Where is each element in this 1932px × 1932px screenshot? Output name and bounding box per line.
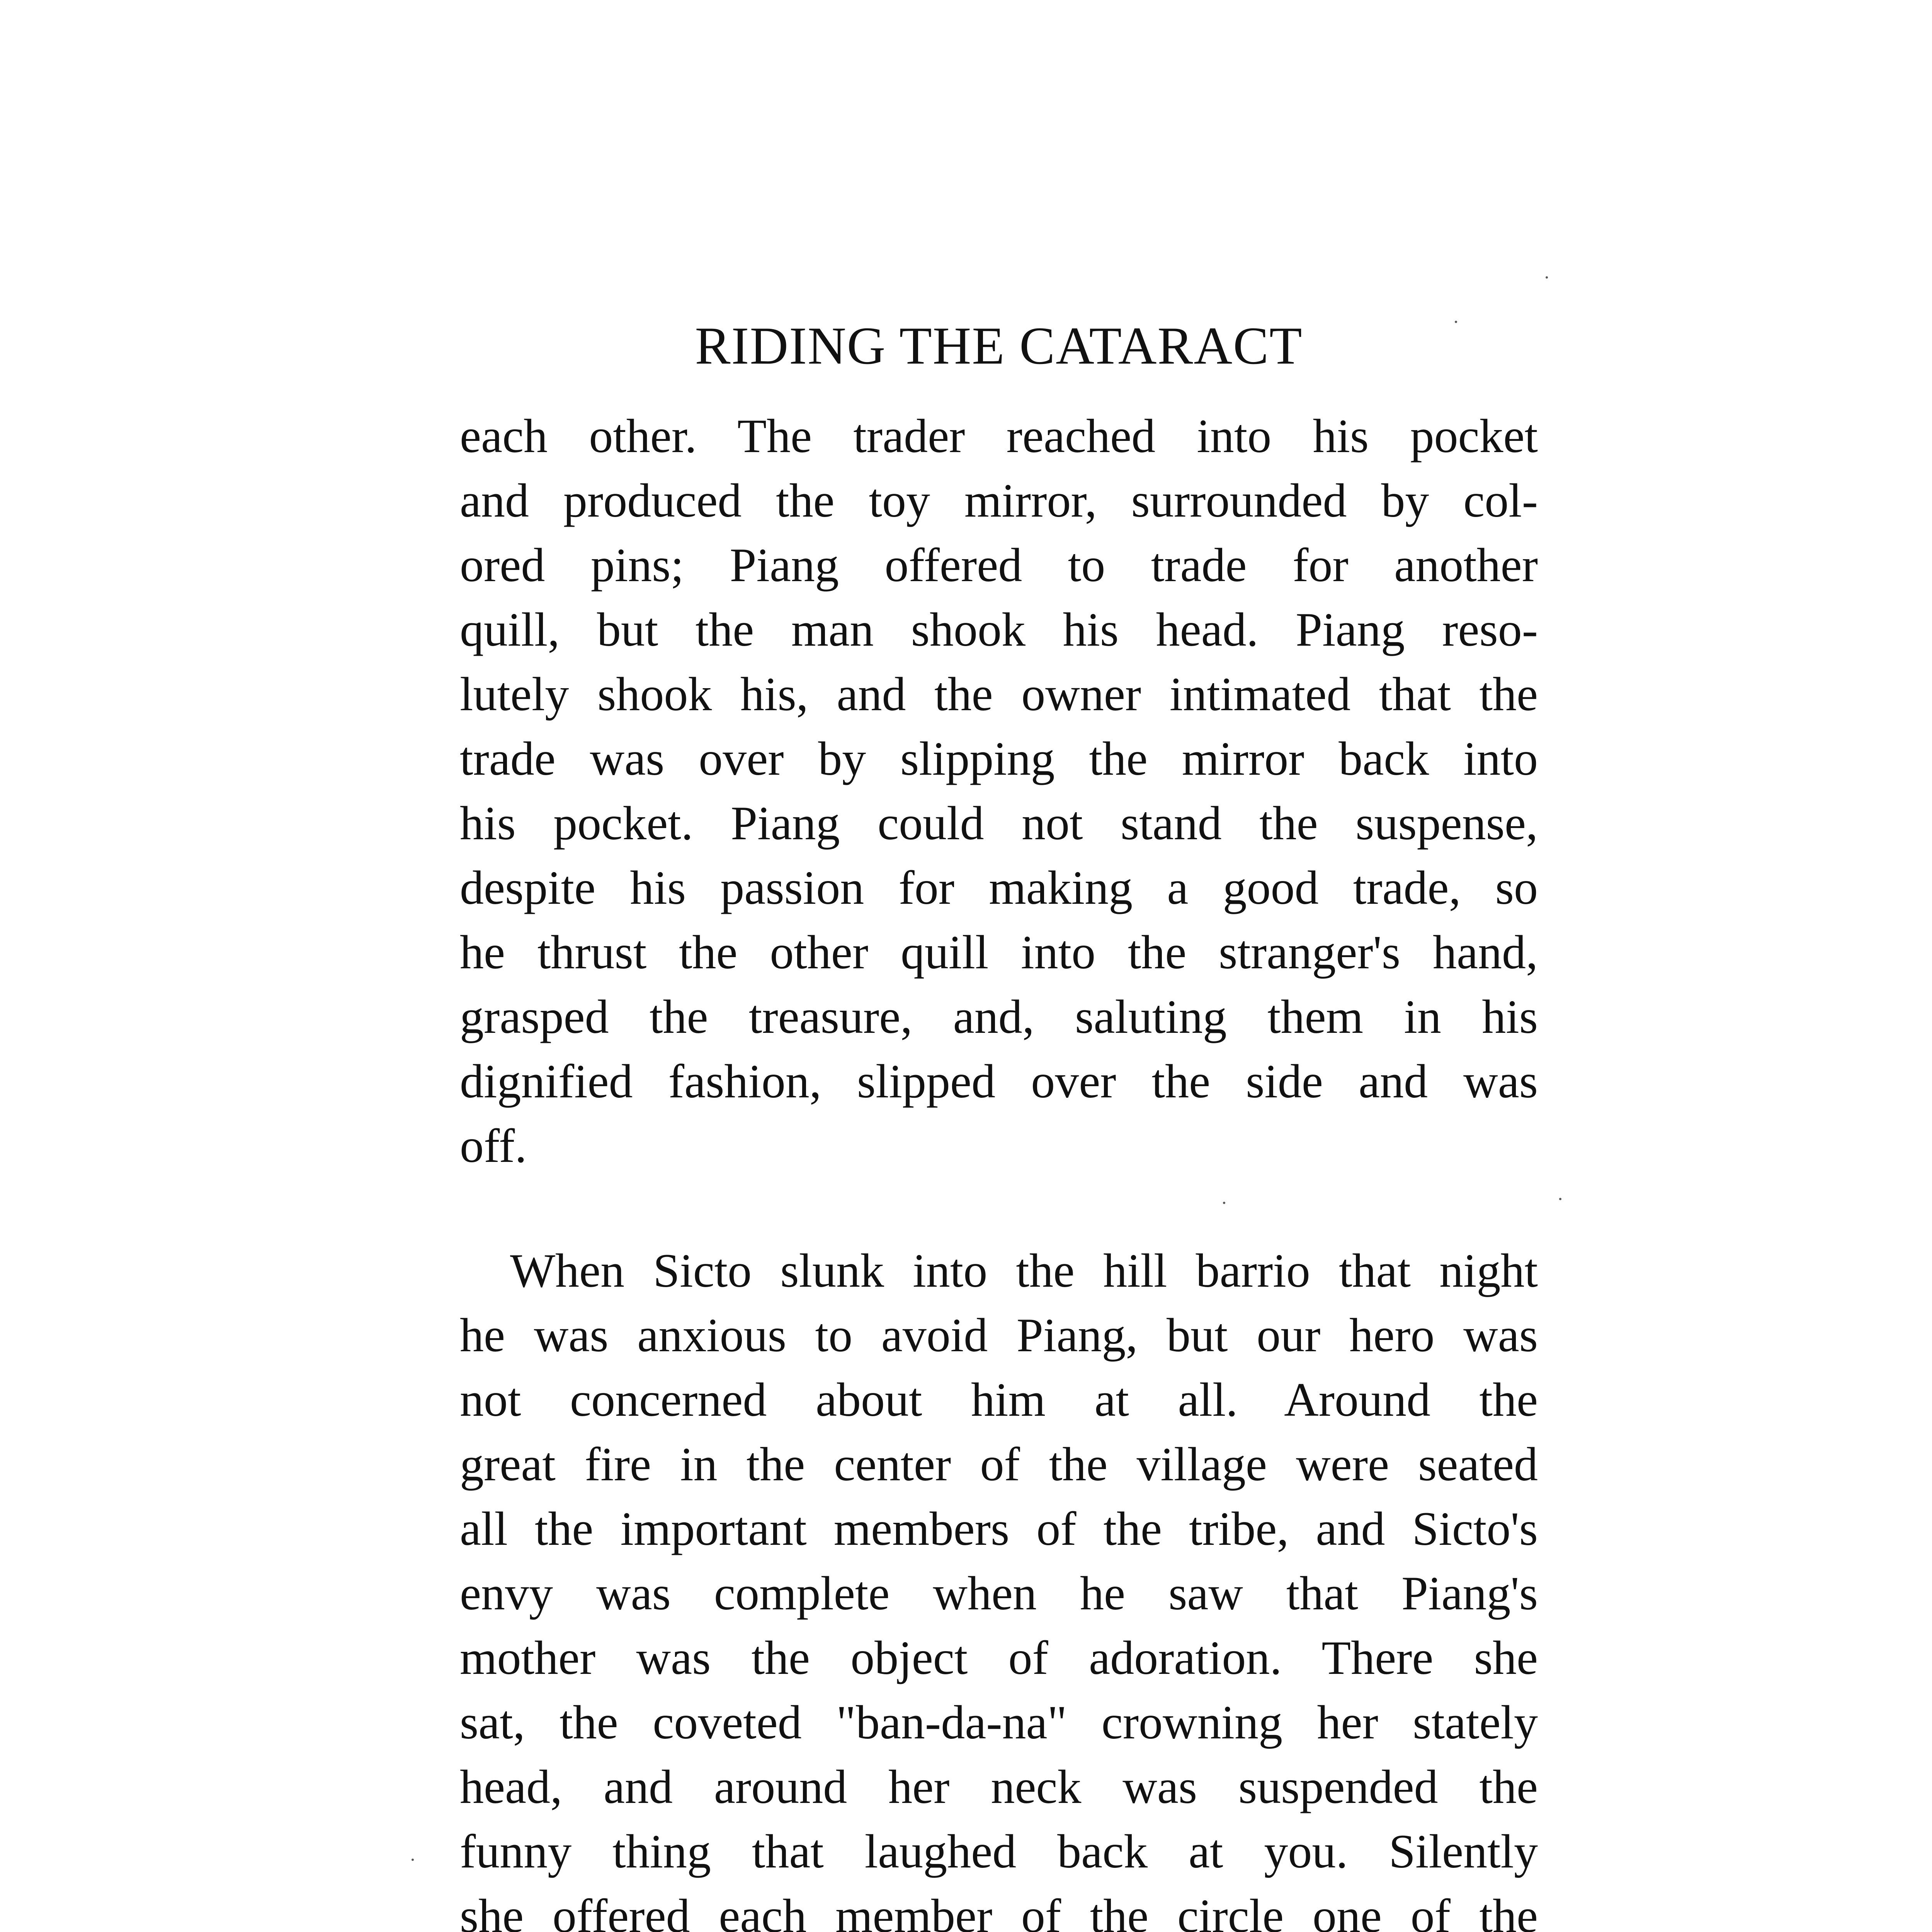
scan-speck <box>412 1859 414 1861</box>
text-line: When Sicto slunk into the hill barrio that night <box>510 1244 1538 1297</box>
text-line: sat, the coveted "ban-da-na" crowning her stately <box>460 1696 1538 1749</box>
paragraph-2 <box>460 1238 1538 1932</box>
scan-speck <box>1559 1198 1561 1200</box>
text-line: each other. The trader reached into his pocket <box>460 410 1538 463</box>
text-line: grasped the treasure, and, saluting them in his <box>460 990 1538 1043</box>
text-line: funny thing that laughed back at you. Silently <box>460 1825 1538 1878</box>
text-line: and produced the toy mirror, surrounded by col- <box>460 474 1538 527</box>
text-line: his pocket. Piang could not stand the suspense, <box>460 797 1538 850</box>
text-line: off. <box>460 1119 527 1172</box>
text-line: mother was the object of adoration. There she <box>460 1631 1538 1684</box>
scan-speck <box>1455 321 1457 323</box>
text-line: dignified fashion, slipped over the side and was <box>460 1055 1538 1108</box>
text-line: great fire in the center of the village were seated <box>460 1438 1538 1491</box>
text-line: lutely shook his, and the owner intimated that the <box>460 668 1538 721</box>
text-line: he thrust the other quill into the stranger's hand, <box>460 926 1538 979</box>
text-line: despite his passion for making a good trade, so <box>460 861 1538 914</box>
scan-speck <box>1546 276 1548 279</box>
text-line: ored pins; Piang offered to trade for another <box>460 539 1538 592</box>
running-head: RIDING THE CATARACT <box>695 316 1303 375</box>
text-line: quill, but the man shook his head. Piang reso- <box>460 603 1538 656</box>
paragraph-1 <box>460 404 1538 1178</box>
text-line: she offered each member of the circle one of the <box>460 1889 1538 1932</box>
text-line: envy was complete when he saw that Piang's <box>460 1567 1538 1620</box>
text-line: he was anxious to avoid Piang, but our hero was <box>460 1309 1538 1362</box>
scan-speck <box>1223 1202 1225 1204</box>
text-line: head, and around her neck was suspended the <box>460 1760 1538 1813</box>
text-line: trade was over by slipping the mirror back into <box>460 732 1538 785</box>
text-line: all the important members of the tribe, and Sicto's <box>460 1502 1538 1555</box>
text-line: not concerned about him at all. Around the <box>460 1373 1538 1426</box>
